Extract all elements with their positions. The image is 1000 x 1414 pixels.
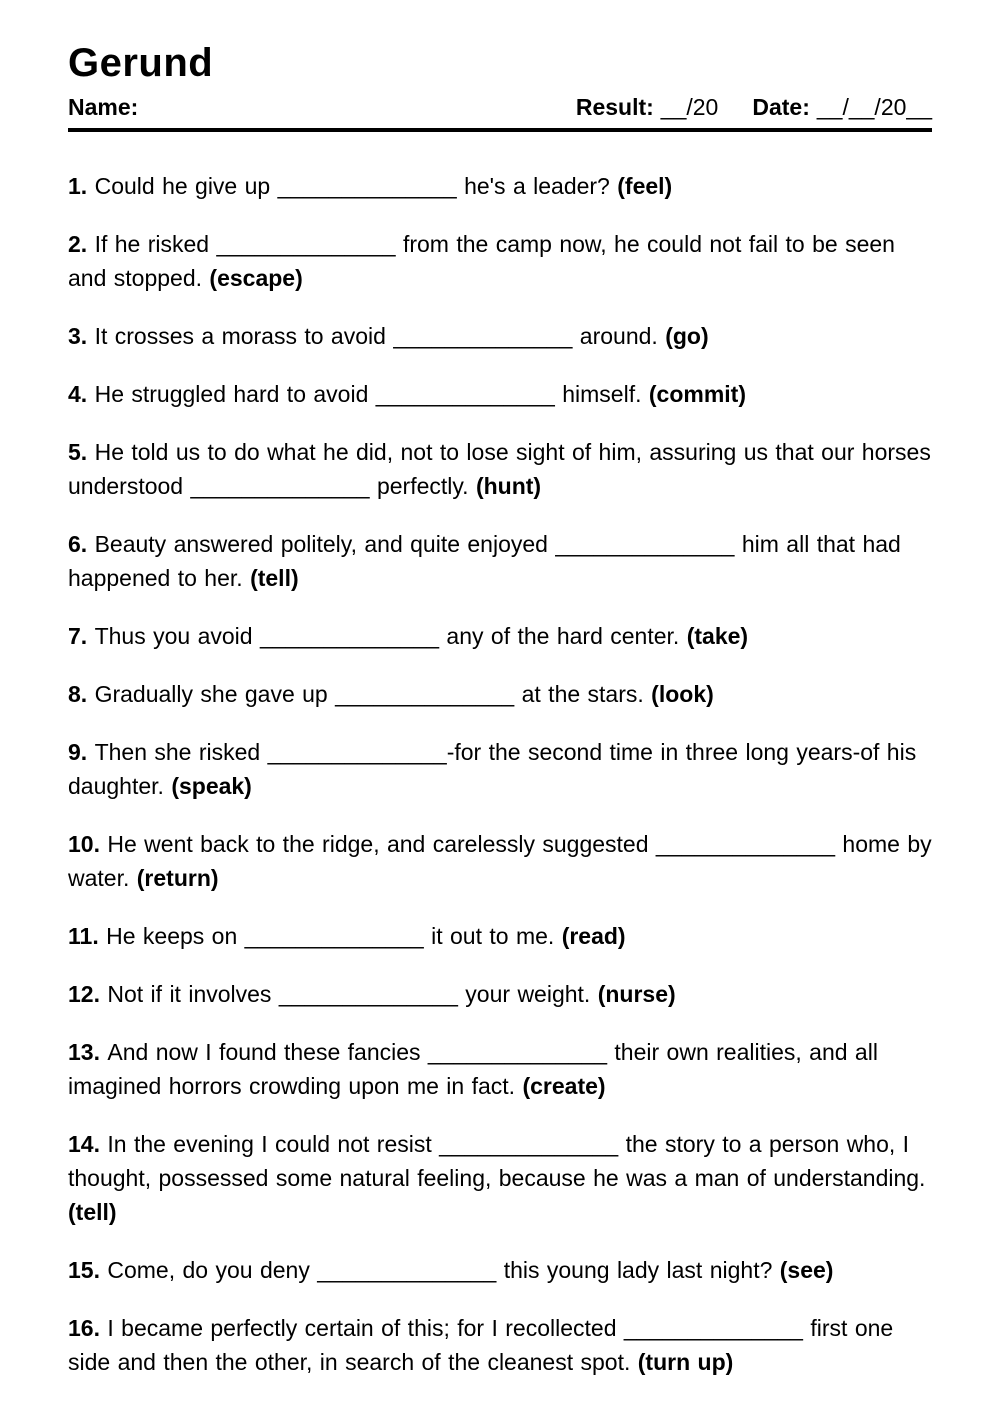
question-text-post: first one side and then the other, in search of the cleanest spot.: [68, 1315, 894, 1375]
question-item: [68, 319, 932, 353]
question-text-pre: Thus you avoid: [94, 623, 260, 649]
verb-hint: (take): [686, 623, 749, 649]
answer-blank: ______________: [244, 923, 424, 949]
question-number: 3.: [68, 323, 95, 349]
answer-blank: ______________: [427, 1039, 608, 1065]
question-text-post: perfectly.: [369, 473, 476, 499]
verb-hint: (create): [522, 1073, 606, 1099]
question-text-post: any of the hard center.: [439, 623, 687, 649]
result-field: [576, 94, 719, 121]
question-text-post: this young lady last night?: [496, 1257, 780, 1283]
verb-hint: (nurse): [597, 981, 676, 1007]
question-text-post: your weight.: [457, 981, 598, 1007]
question-item: [68, 619, 932, 653]
question-item: [68, 1127, 932, 1229]
answer-blank: ______________: [277, 173, 457, 199]
question-number: 1.: [68, 173, 95, 199]
question-number: 5.: [68, 439, 95, 465]
question-item: [68, 527, 932, 595]
verb-hint: (turn up): [637, 1349, 734, 1375]
question-text-pre: Not if it involves: [107, 981, 279, 1007]
answer-blank: ______________: [555, 531, 735, 557]
question-item: [68, 227, 932, 295]
question-item: [68, 677, 932, 711]
question-text-post: home by water.: [68, 831, 932, 891]
question-text-post: their own realities, and all imagined horrors crowding upon me in fact.: [68, 1039, 878, 1099]
question-item: [68, 1035, 932, 1103]
question-text-post: him all that had happened to her.: [68, 531, 901, 591]
question-item: [68, 169, 932, 203]
answer-blank: ______________: [259, 623, 440, 649]
question-number: 6.: [68, 531, 95, 557]
question-item: [68, 377, 932, 411]
question-text-pre: Come, do you deny: [107, 1257, 318, 1283]
verb-hint: (see): [779, 1257, 834, 1283]
question-text-pre: He keeps on: [106, 923, 245, 949]
question-number: 16.: [68, 1315, 108, 1341]
question-text-pre: He went back to the ridge, and carelessly suggested: [107, 831, 656, 857]
verb-hint: (speak): [171, 773, 252, 799]
question-text-pre: He struggled hard to avoid: [94, 381, 376, 407]
answer-blank: ______________: [190, 473, 370, 499]
question-item: [68, 977, 932, 1011]
question-item: [68, 1253, 932, 1287]
question-text-pre: And now I found these fancies: [107, 1039, 428, 1065]
question-text-pre: If he risked: [94, 231, 217, 257]
question-number: 10.: [68, 831, 108, 857]
answer-blank: ______________: [267, 739, 447, 765]
question-number: 15.: [68, 1257, 108, 1283]
verb-hint: (look): [651, 681, 714, 707]
verb-hint: (tell): [250, 565, 299, 591]
name-field: [68, 94, 145, 121]
question-text-post: he's a leader?: [456, 173, 618, 199]
question-item: [68, 1311, 932, 1379]
question-item: [68, 735, 932, 803]
question-number: 4.: [68, 381, 95, 407]
verb-hint: (commit): [648, 381, 746, 407]
answer-blank: ______________: [375, 381, 555, 407]
verb-hint: (return): [136, 865, 219, 891]
question-text-pre: In the evening I could not resist: [107, 1131, 440, 1157]
question-text-post: himself.: [554, 381, 649, 407]
header-right-group: [576, 94, 932, 121]
question-number: 14.: [68, 1131, 108, 1157]
question-text-post: around.: [572, 323, 666, 349]
question-item: [68, 919, 932, 953]
answer-blank: ______________: [623, 1315, 803, 1341]
question-text-pre: Gradually she gave up: [94, 681, 336, 707]
answer-blank: ______________: [216, 231, 396, 257]
question-item: [68, 435, 932, 503]
answer-blank: ______________: [278, 981, 458, 1007]
question-number: 11.: [68, 923, 107, 949]
name-label: Name:: [68, 94, 139, 120]
answer-blank: ______________: [317, 1257, 497, 1283]
answer-blank: ______________: [335, 681, 515, 707]
answer-blank: ______________: [393, 323, 573, 349]
question-text-pre: He told us to do what he did, not to lose sight of him, assuring us that our horses understood: [68, 439, 931, 499]
answer-blank: ______________: [439, 1131, 619, 1157]
question-text-pre: It crosses a morass to avoid: [94, 323, 394, 349]
question-text-pre: I became perfectly certain of this; for I recollected: [107, 1315, 624, 1341]
verb-hint: (escape): [209, 265, 303, 291]
worksheet-header: [68, 94, 932, 132]
page-title: Gerund: [68, 41, 214, 85]
question-item: [68, 827, 932, 895]
question-number: 7.: [68, 623, 95, 649]
question-number: 8.: [68, 681, 95, 707]
question-number: 2.: [68, 231, 95, 257]
question-text-post: it out to me.: [423, 923, 562, 949]
verb-hint: (tell): [68, 1199, 117, 1225]
date-value: __/__/20__: [816, 94, 932, 120]
answer-blank: ______________: [655, 831, 836, 857]
question-text-post: -for the second time in three long years-of his daughter.: [68, 739, 917, 799]
question-number: 13.: [68, 1039, 108, 1065]
question-text-pre: Then she risked: [94, 739, 268, 765]
question-number: 9.: [68, 739, 95, 765]
questions-list: [68, 169, 932, 1379]
question-text-post: from the camp now, he could not fail to be seen and stopped.: [68, 231, 895, 291]
verb-hint: (feel): [617, 173, 673, 199]
result-label: Result:: [575, 94, 654, 120]
question-text-pre: Beauty answered politely, and quite enjoyed: [94, 531, 556, 557]
result-value: __/20: [660, 94, 719, 120]
verb-hint: (hunt): [475, 473, 542, 499]
question-text-post: the story to a person who, I thought, possessed some natural feeling, because he was a man of understanding.: [68, 1131, 926, 1191]
verb-hint: (go): [665, 323, 709, 349]
date-field: [752, 94, 932, 121]
question-text-pre: Could he give up: [94, 173, 278, 199]
question-number: 12.: [68, 981, 108, 1007]
question-text-post: at the stars.: [514, 681, 652, 707]
date-label: Date:: [752, 94, 810, 120]
verb-hint: (read): [561, 923, 626, 949]
